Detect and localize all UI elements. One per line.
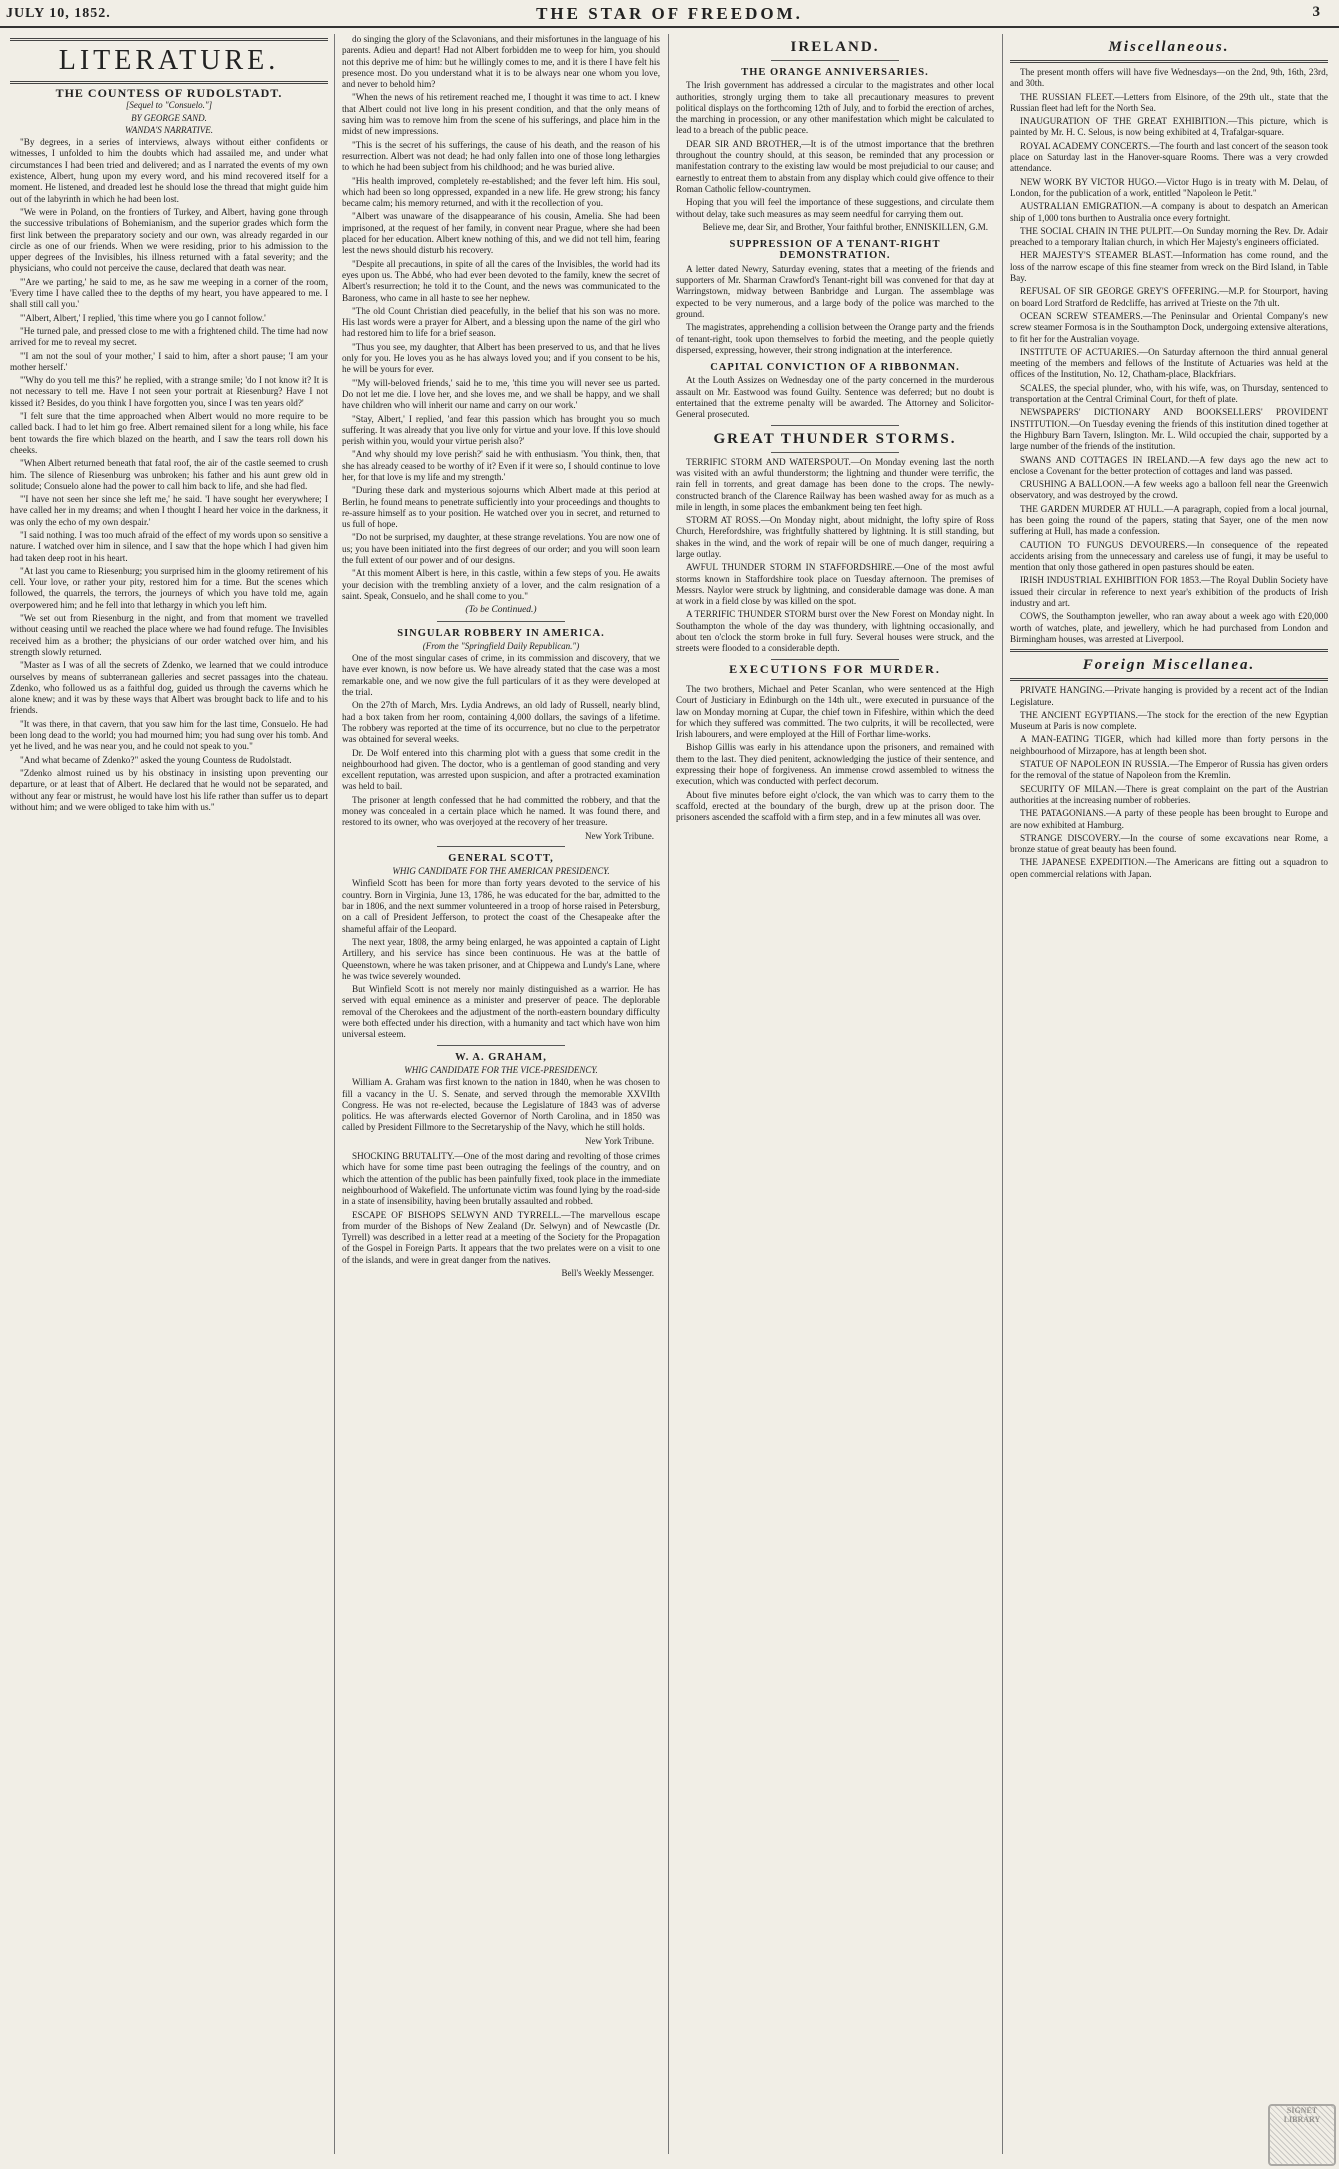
divider	[437, 1045, 564, 1046]
story-source: New York Tribune.	[584, 830, 654, 841]
divider	[771, 659, 898, 660]
paper-title: THE STAR OF FREEDOM.	[536, 4, 803, 23]
paragraph: ESCAPE OF BISHOPS SELWYN AND TYRRELL.—The marvellous escape from murder of the Bishops of New Zealand (Dr. Selwyn) and of Newcastle (Dr. Tyrrell) was described in a letter read at a meeting of the Society for the Propagation of the Gospel in Foreign Parts. It appears that the two prelates were on a visit to one of the islands, and were in great danger from the natives.	[342, 1209, 660, 1265]
column-rule	[668, 34, 669, 2154]
paragraph: About five minutes before eight o'clock, the van which was to carry them to the scaffold, erected at the boundary of the burgh, drew up at the prison door. The prisoners ascended the scaffold with a firm step, and in a few minutes all was over.	[676, 789, 994, 823]
section-rule	[1010, 60, 1328, 63]
story-body	[10, 137, 328, 813]
paragraph: THE SOCIAL CHAIN IN THE PULPIT.—On Sunday morning the Rev. Dr. Adair preached to a temporary Italian church, in which Her Majesty's engineers officiated.	[1010, 225, 1328, 248]
paragraph: "'Why do you tell me this?' he replied, with a strange smile; 'do I not know it? It is not necessary to tell me. Have I not seen your portrait at Riesenburg? Have I not kissed it? Besides, do you think I have forgotten you, since I was ten years old?'	[10, 375, 328, 408]
paragraph: THE RUSSIAN FLEET.—Letters from Elsinore, of the 29th ult., state that the Russian fleet had left for the North Sea.	[1010, 91, 1328, 113]
story-author: BY GEORGE SAND.	[131, 112, 207, 123]
story-source: Bell's Weekly Messenger.	[561, 1267, 654, 1278]
paragraph: "'Are we parting,' he said to me, as he saw me weeping in a corner of the room, 'Every time I have called thee to the depths of my heart, you have appeared to me. I shall still call you.'	[10, 276, 328, 310]
paragraph: "At last you came to Riesenburg; you surprised him in the gloomy retirement of his cell. Your love, or rather your pity, restored him for a time. But the scenes which followed, the quarrels, the terrors, the journeys of which you have told me, again overpowered him; and he fell into that lethargy in which you left him.	[10, 565, 328, 610]
column-literature	[10, 34, 328, 2154]
paragraph: "Stay, Albert,' I replied, 'and fear this passion which has brought you so much suffering. It was already that you live only for virtue and your love. If this love should perish within you, would your virtue perish also?'	[342, 413, 660, 447]
paragraph: THE GARDEN MURDER AT HULL.—A paragraph, copied from a local journal, has been going the round of the papers, stating that Sayer, one of the men now suffering at Hull, has made a confession.	[1010, 503, 1328, 537]
column-miscellaneous	[1010, 34, 1328, 2154]
paragraph: "Zdenko almost ruined us by his obstinacy in insisting upon preventing our departure, or at least that of Albert. He declared that he would not be separated, and without any fear or mistrust, he would have lost his life rather than suffer us to depart without him; and we were obliged to take him with us."	[10, 767, 328, 812]
paragraph: DEAR SIR AND BROTHER,—It is of the utmost importance that the brethren throughout the country should, at this season, be reminded that any procession or manifestation contrary to the existing law would be most prejudicial to our cause; and earnestly to entreat them to abstain from any display which could give offence to their Roman Catholic fellow-countrymen.	[676, 138, 994, 194]
paragraph: "'I have not seen her since she left me,' he said. 'I have sought her everywhere; I have called her in my dreams; and when I thought I heard her voice in the darkness, it was only the echo of my own despair.'	[10, 494, 328, 527]
paragraph: SECURITY OF MILAN.—There is great complaint on the part of the Austrian authorities at the increasing number of robberies.	[1010, 783, 1328, 805]
divider	[771, 60, 898, 61]
paragraph: "At this moment Albert is here, in this castle, within a few steps of you. He awaits your decision with the trembling anxiety of a lover, and the calm resignation of a saint. Speak, Consuelo, and he shall come to you."	[342, 568, 660, 601]
paragraph: STORM AT ROSS.—On Monday night, about midnight, the lofty spire of Ross Church, Herefordshire, was frightfully shattered by lightning. It is still standing, but shakes in the wind, and the work of repair will be one of much danger, requiring a large outlay.	[676, 515, 994, 559]
paragraph: A MAN-EATING TIGER, which had killed more than forty persons in the neighbourhood of Mirzapore, has at length been shot.	[1010, 734, 1328, 756]
paragraph: "I said nothing. I was too much afraid of the effect of my words upon so sensitive a nature. I watched over him in silence, and I saw that the hope which I had given him had taken deep root in his heart.	[10, 529, 328, 563]
paragraph: STRANGE DISCOVERY.—In the course of some excavations near Rome, a bronze statue of great beauty has been found.	[1010, 832, 1328, 855]
paragraph: A TERRIFIC THUNDER STORM burst over the New Forest on Monday night. In Southampton the whole of the day was thundery, with lightning occasionally, and about ten o'clock the storm broke in full fury. Several houses were struck, and the streets were flooded to a considerable depth.	[676, 609, 994, 654]
section-rule	[10, 81, 328, 84]
section-rule	[1010, 649, 1328, 652]
paragraph: THE PATAGONIANS.—A party of these people has been brought to Europe and are now exhibited at Hamburg.	[1010, 808, 1328, 830]
paragraph: "Master as I was of all the secrets of Zdenko, we learned that we could introduce ourselves by means of subterranean galleries and secret passages into the chateau. Zdenko, who followed us as a faithful dog, guided us through the caverns which he alone knew; and it was by these ways that Albert was brought back to life and to his friends.	[10, 660, 328, 716]
page-number: 3	[1312, 4, 1321, 20]
paragraph: Winfield Scott has been for more than forty years devoted to the service of his country. Born in Virginia, June 13, 1786, he was educated for the bar, admitted to the bar in 1806, and the next summer volunteered in a troop of horse raised in Petersburg, on a call of President Jefferson, to protect the coast of the Chesapeake after the shameful affair of the Leopard.	[342, 878, 660, 934]
story-title: SUPPRESSION OF A TENANT-RIGHT DEMONSTRATION.	[729, 239, 941, 262]
paragraph: "'Albert, Albert,' I replied, 'this time where you go I cannot follow.'	[20, 312, 266, 323]
paragraph: SCALES, the special plunder, who, with his wife, was, on Thursday, sentenced to transportation at the Central Criminal Court, for theft of plate.	[1010, 382, 1328, 405]
paragraph: "I felt sure that the time approached when Albert would no more require to be called back. I had to let him go free. Albert remained silent for a long while, his face bent towards the fire which blazed on the hearth, and I saw the tears roll down his cheeks.	[10, 411, 328, 455]
story-source: New York Tribune.	[584, 1135, 654, 1146]
paragraph: A letter dated Newry, Saturday evening, states that a meeting of the friends and supporters of Mr. Sharman Crawford's Tenant-right bill was convened for that day at Warringstown, midway between Banbridge and Lurgan. The assemblage was expected to be very numerous, and a large body of the police was marched to the ground.	[676, 263, 994, 319]
chapter-title: WANDA'S NARRATIVE.	[125, 124, 213, 135]
library-stamp: SIGNET LIBRARY	[1268, 2104, 1336, 2166]
section-heading-executions: EXECUTIONS FOR MURDER.	[729, 661, 941, 676]
paragraph: STATUE OF NAPOLEON IN RUSSIA.—The Emperor of Russia has given orders for the removal of the statue of Napoleon from the Kremlin.	[1010, 759, 1328, 781]
paragraph: AWFUL THUNDER STORM IN STAFFORDSHIRE.—One of the most awful storms known in Staffordshire took place on Tuesday afternoon. The premises of Messrs. Naylor were struck by lightning, and considerable damage was done. A man at work in a field close by was killed on the spot.	[676, 562, 994, 607]
masthead	[0, 0, 1339, 28]
paragraph: "Thus you see, my daughter, that Albert has been preserved to us, and that he lives only for you. He loves you as he has always loved you; and if you consent to be his, he will be yours for ever.	[342, 341, 660, 375]
to-be-continued: (To be Continued.)	[465, 605, 537, 616]
story-source: (From the "Springfield Daily Republican.")	[422, 640, 580, 651]
paragraph: "During these dark and mysterious sojourns which Albert made at this period at Berlin, he found means to penetrate sufficiently into your proceedings and thoughts to re-assure himself as to your position. He watched over you in secret, and returned to us full of hope.	[342, 485, 660, 530]
paragraph: "By degrees, in a series of interviews, always without either confidents or witnesses, I unfolded to him the doubts which had assailed me, and under what circumstances I had been tried and delivered; and as I narrated the events of my own existence, Albert, hung upon my every word, and his mind recovered itself for a moment. He listened, and dreaded lest he should lose the thread that might guide him out of the labyrinth in which he had been lost.	[10, 137, 328, 204]
paragraph: "We were in Poland, on the frontiers of Turkey, and Albert, having gone through the successive tribulations of Bohemianism, and the superior grades which form the first link between the preparatory society and our own, was already regarded in our circle as one of our friends. When we were residing, prior to his admission to the upper degrees of the Invisibles, his illness returned with a fatal severity; and the physicians, who could not perceive the cause, declared that death was near.	[10, 206, 328, 274]
paragraph: HER MAJESTY'S STEAMER BLAST.—Information has come round, and the loss of the narrow escape of this fine steamer from wreck on the Bird Island, in Table Bay.	[1010, 250, 1328, 284]
paragraph: NEW WORK BY VICTOR HUGO.—Victor Hugo is in treaty with M. Delau, of London, for the publication of a work, entitled "Napoleon le Petit."	[1010, 176, 1328, 198]
paragraph: The two brothers, Michael and Peter Scanlan, who were sentenced at the High Court of Justiciary in Edinburgh on the 14th ult., were executed in pursuance of the law on Monday morning at Cupar, the chief town in Fifeshire, within which the deed for which they suffered was committed. The two culprits, it will be recollected, were Irish labourers, and were employed at the Hill of Forthar lime-works.	[676, 683, 994, 740]
paragraph: William A. Graham was first known to the nation in 1840, when he was chosen to fill a vacancy in the U. S. Senate, and served through the memorable XXVIIth Congress. He was not re-elected, because the Legislature of 1843 was of adverse politics. He was afterwards elected Governor of North Carolina, and in 1850 was called by President Fillmore to the Secretaryship of the Navy, which he still holds.	[342, 1077, 660, 1133]
paragraph: INSTITUTE OF ACTUARIES.—On Saturday afternoon the third annual general meeting of the members and fellows of the Institute of Actuaries was held at the offices of the Institution, No. 12, Chatham-place, Blackfriars.	[1010, 346, 1328, 380]
paragraph: Bishop Gillis was early in his attendance upon the prisoners, and remained with them to the last. They died penitent, acknowledging the justice of their sentence, and expressing their hope of forgiveness. An immense crowd assembled to witness the execution, which was conducted with perfect decorum.	[676, 742, 994, 787]
paragraph: "Albert was unaware of the disappearance of his cousin, Amelia. She had been imprisoned, at the request of her family, in convent near Prague, where she had been placed for her education. Albert knew nothing of this, and we did not tell him, fearing lest the news should disturb his recovery.	[342, 211, 660, 256]
paragraph: PRIVATE HANGING.—Private hanging is provided by a recent act of the Indian Legislature.	[1010, 685, 1328, 707]
paragraph: "He turned pale, and pressed close to me with a frightened child. The time had now arrived for me to reveal my secret.	[10, 325, 328, 348]
paragraph: The magistrates, apprehending a collision between the Orange party and the friends of tenant-right, took upon themselves to forbid the meeting, and the people quietly dispersed, expressing, however, their strong indignation at the interference.	[676, 322, 994, 355]
paragraph: One of the most singular cases of crime, in its commission and discovery, that we have ever known, is now before us. We have already stated that the case was a most remarkable one, and we now give the full particulars of it as they were developed at the trial.	[342, 653, 660, 698]
paragraph: "When the news of his retirement reached me, I thought it was time to act. I knew that Albert could not live long in his present condition, and that the only means of saving him was to remove him from the scene of his sufferings, and place him in the midst of new impressions.	[342, 92, 660, 137]
column-rule	[334, 34, 335, 2154]
paragraph: REFUSAL OF SIR GEORGE GREY'S OFFERING.—M.P. for Stourport, having on board Lord Stratford de Redcliffe, has arrived at Trieste on the 7th ult.	[1010, 286, 1328, 308]
story-body	[342, 34, 660, 602]
paragraph: THE ANCIENT EGYPTIANS.—The stock for the erection of the new Egyptian Museum at Paris is now complete.	[1010, 709, 1328, 732]
section-heading-thunder-storms: GREAT THUNDER STORMS.	[713, 430, 957, 447]
paragraph: "When Albert returned beneath that fatal roof, the air of the castle seemed to crush him. The silence of Riesenburg was unbroken; his father and his aunt grew old in solitude; Consuelo alone had the power to call him back to life, and she had fled.	[10, 458, 328, 491]
story-title: THE COUNTESS OF RUDOLSTADT.	[55, 86, 283, 100]
paragraph: The next year, 1808, the army being enlarged, he was appointed a captain of Light Artillery, and his service has since been continuous. He was at the battle of Queenstown, where he was taken prisoner, and at Chippewa and Lundy's Lane, where he was twice severely wounded.	[342, 936, 660, 981]
section-rule	[10, 38, 328, 41]
paragraph: TERRIFIC STORM AND WATERSPOUT.—On Monday evening last the north was visited with an awful thunderstorm; the lightning and thunder were terrific, the rain fell in torrents, and great damage has been done to the crops. The newly-constructed branch of the Clarence Railway has been washed away for as much as a mile in length, in some places the embankment being ten feet high.	[676, 456, 994, 512]
divider	[437, 846, 564, 847]
paragraph: COWS, the Southampton jeweller, who ran away about a week ago with £20,000 worth of watches, plate, and jewellery, which he had purchased from London and Birmingham houses, was arrested at Liverpool.	[1010, 611, 1328, 644]
paragraph: At the Louth Assizes on Wednesday one of the party concerned in the murderous assault on Mr. Eastwood was found Guilty. Sentence was deferred; but no doubt is entertained that the extreme penalty will be awarded. The Attorney and Solicitor-General prosecuted.	[676, 375, 994, 420]
story-subtitle: [Sequel to "Consuelo."]	[125, 100, 213, 111]
paragraph: Hoping that you will feel the importance of these suggestions, and circulate them without delay, take such measures as may seem needful for carrying them out.	[676, 197, 994, 219]
paragraph: NEWSPAPERS' DICTIONARY AND BOOKSELLERS' PROVIDENT INSTITUTION.—On Tuesday evening the friends of this institution dined together at the Highbury Barn Tavern, Islington. Mr. L. Wild occupied the chair, supported by a large number of the friends of the institution.	[1010, 407, 1328, 452]
paragraph: ROYAL ACADEMY CONCERTS.—The fourth and last concert of the season took place on Saturday last in the Hanover-square Rooms. There was a very crowded attendance.	[1010, 140, 1328, 174]
paragraph: AUSTRALIAN EMIGRATION.—A company is about to despatch an American ship of 1,000 tons burthen to Australia once every fortnight.	[1010, 201, 1328, 223]
paragraph: "This is the secret of his sufferings, the cause of his death, and the reason of his resurrection. Albert was not dead; he had only fallen into one of those long lethargies to which he had been subject from his childhood; and he was buried alive.	[342, 139, 660, 173]
section-heading-ireland: IRELAND.	[790, 39, 880, 55]
paragraph: But Winfield Scott is not merely nor mainly distinguished as a warrior. He has served with equal eminence as a minister and preserver of peace. The deplorable removal of the Cherokees and the adjustment of the north-eastern boundary difficulty were both effected under his direction, with a humanity and tact which have won him universal esteem.	[342, 984, 660, 1040]
paragraph: "'I am not the soul of your mother,' I said to him, after a short pause; 'I am your mother herself.'	[10, 350, 328, 372]
paragraph: CRUSHING A BALLOON.—A few weeks ago a balloon fell near the Greenwich observatory, and was destroyed by the crowd.	[1010, 479, 1328, 501]
paragraph: The present month offers will have five Wednesdays—on the 2nd, 9th, 16th, 23rd, and 30th.	[1010, 67, 1328, 89]
paragraph: SWANS AND COTTAGES IN IRELAND.—A few days ago the new act to enclose a Covenant for the better protection of cottages and land was passed.	[1010, 454, 1328, 476]
paragraph: do singing the glory of the Sclavonians, and their misfortunes in the language of his parents. Adieu and depart! Had not Albert forbidden me to weep for him, you should not this deprive me of him: but he willingly comes to me, and it is there I have felt his presence most. Do you understand what it is to be always near one whom you love, and never to behold him?	[342, 34, 660, 90]
paragraph: "And why should my love perish?' said he with enthusiasm. 'You think, then, that she has already ceased to be worthy of it? Even if it were so, I should continue to love her, for that love is my life and my strength.'	[342, 449, 660, 482]
paragraph: "Despite all precautions, in spite of all the cares of the Invisibles, the world had its eyes upon us. The Abbé, who had ever been devoted to the family, knew the secret of Albert's resurrection; he told it to the Count, and the news was communicated to the Baroness, who came in all haste to see her nephew.	[342, 258, 660, 303]
paragraph: "We set out from Riesenburg in the night, and from that moment we travelled without ceasing until we reached the place where we had found refuge. The Invisibles received him as a brother; the physicians of our order watched over him, and his strength slowly returned.	[10, 613, 328, 657]
paragraph: On the 27th of March, Mrs. Lydia Andrews, an old lady of Russell, nearly blind, had a box taken from her room, containing 4,000 dollars, the savings of a lifetime. The robbery was reported at the time of its occurrence, but no clue to the perpetrator was obtained for several weeks.	[342, 700, 660, 745]
paragraph: The Irish government has addressed a circular to the magistrates and other local authorities, strongly urging them to take all precautionary measures to prevent political displays on the forthcoming 12th of July, and to forbid the erection of arches, the marching in procession, or any other manifestation which might be calculated to lead to a breach of the public peace.	[676, 80, 994, 136]
paragraph: "His health improved, completely re-established; and the fever left him. His soul, which had been so long oppressed, expanded in a new life. He grew strong; his fancy became calm; his memory returned, and with it the recollection of you.	[342, 175, 660, 209]
paragraph: OCEAN SCREW STEAMERS.—The Peninsular and Oriental Company's new screw steamer Formosa is in the Southampton Dock, undergoing extensive alterations, to fit her for the Australian voyage.	[1010, 310, 1328, 344]
paragraph: Dr. De Wolf entered into this charming plot with a guess that some credit in the neighbourhood had given. The doctor, who is a gentleman of good standing and very excellent reputation, was arrested upon suspicion, and after a protracted examination was held to bail.	[342, 747, 660, 792]
section-heading-miscellaneous: Miscellaneous.	[1108, 39, 1230, 55]
story-title: SINGULAR ROBBERY IN AMERICA.	[397, 627, 605, 639]
paragraph: "Do not be surprised, my daughter, at these strange revelations. You are now one of us; you have been initiated into the first degrees of our order; and you will soon learn the full extent of our power and of our designs.	[342, 532, 660, 566]
paragraph: INAUGURATION OF THE GREAT EXHIBITION.—This picture, which is painted by Mr. H. C. Selous, is now being exhibited at 4, Trafalgar-square.	[1010, 116, 1328, 138]
issue-date: JULY 10, 1852.	[6, 6, 111, 21]
story-title: CAPITAL CONVICTION OF A RIBBONMAN.	[710, 362, 960, 374]
paragraph: "The old Count Christian died peacefully, in the belief that his son was no more. His last words were a prayer for Albert, and a blessing upon the name of the girl who had restored him to life for a brief season.	[342, 305, 660, 339]
section-heading-foreign-miscellanea: Foreign Miscellanea.	[1082, 657, 1256, 674]
section-rule	[1010, 678, 1328, 681]
divider	[771, 425, 898, 426]
signature: Believe me, dear Sir, and Brother, Your faithful brother, ENNISKILLEN, G.M.	[702, 221, 988, 232]
section-heading-literature: LITERATURE.	[58, 45, 280, 76]
column-two	[342, 34, 660, 2154]
paragraph: IRISH INDUSTRIAL EXHIBITION FOR 1853.—The Royal Dublin Society have issued their circular in reference to next year's exhibition of the products of Irish industry and art.	[1010, 575, 1328, 609]
story-title: GENERAL SCOTT,	[448, 852, 554, 864]
divider	[437, 621, 564, 622]
paragraph: THE JAPANESE EXPEDITION.—The Americans are fitting out a squadron to open commercial relations with Japan.	[1010, 857, 1328, 879]
paragraph: "And what became of Zdenko?" asked the young Countess de Rudolstadt.	[20, 754, 292, 765]
paragraph: "'My will-beloved friends,' said he to me, 'this time you will never see us parted. Do not let me die. I love her, and she loves me, and we shall be happy, and we shall have children who will inherit our name and carry on our work.'	[342, 377, 660, 411]
divider	[771, 452, 898, 453]
paragraph: CAUTION TO FUNGUS DEVOURERS.—In consequence of the repeated accidents arising from the unnecessary and careless use of fungi, it may be useful to mention that only those gathered in open pastures should be eaten.	[1010, 539, 1328, 573]
column-rule	[1002, 34, 1003, 2154]
column-ireland	[676, 34, 994, 2154]
story-subtitle: WHIG CANDIDATE FOR THE AMERICAN PRESIDENCY.	[392, 866, 610, 877]
story-subtitle: WHIG CANDIDATE FOR THE VICE-PRESIDENCY.	[404, 1064, 598, 1075]
paragraph: SHOCKING BRUTALITY.—One of the most daring and revolting of those crimes which have for some time past been outraging the feelings of the country, and on which the attention of the public has been painfully fixed, took place in the immediate neighbourhood of Wakefield. The unfortunate victim was found lying by the road-side in a state of insensibility, having been brutally assaulted and robbed.	[342, 1151, 660, 1207]
paragraph: The prisoner at length confessed that he had committed the robbery, and that the money was concealed in a certain place which he named. It was found there, and restored to its owner, who was overjoyed at the recovery of her treasure.	[342, 794, 660, 828]
divider	[771, 679, 898, 680]
paragraph: "It was there, in that cavern, that you saw him for the last time, Consuelo. He had been long dead to the world; you had mourned him; you had sung over his tomb. And yet he lived, and he was near you, and he could not speak to you."	[10, 718, 328, 752]
story-title: THE ORANGE ANNIVERSARIES.	[741, 67, 929, 78]
story-title: W. A. GRAHAM,	[455, 1051, 547, 1063]
